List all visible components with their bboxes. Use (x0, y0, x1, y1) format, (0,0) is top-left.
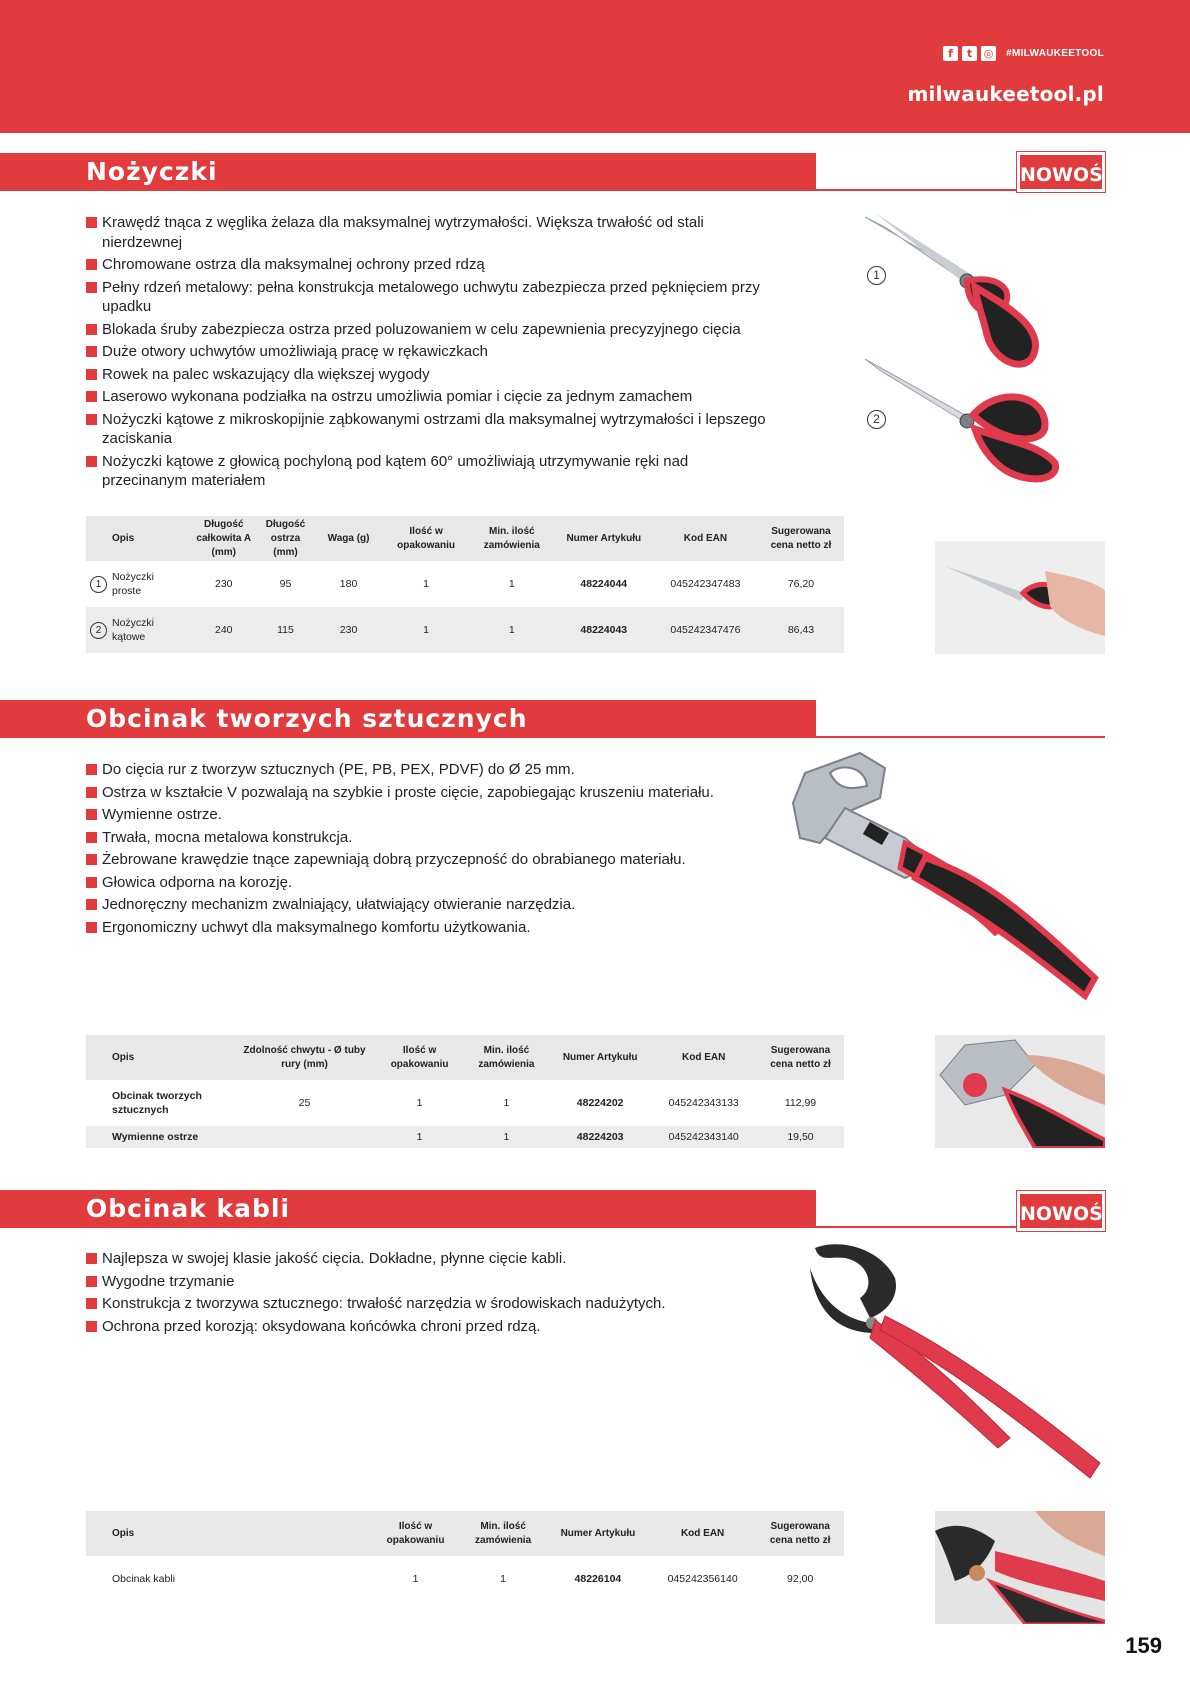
scissors-feature-list (86, 213, 776, 494)
list-item: Ostrza w kształcie V pozwalają na szybkie i proste cięcie, zapobiegając kruszeniu materiału. (86, 783, 776, 803)
bullet-square-icon (86, 877, 97, 888)
straight-scissors-image (865, 213, 1035, 364)
section-title-scissors: Nożyczki (86, 157, 218, 186)
list-item: Trwała, mocna metalowa konstrukcja. (86, 828, 776, 848)
bullet-square-icon (86, 414, 97, 425)
section-underline (816, 736, 1105, 738)
new-badge: NOWOŚĆ (1017, 152, 1105, 192)
pipe-cutter-feature-list (86, 760, 776, 940)
list-item: Nożyczki kątowe z mikroskopijnie ząbkowanymi ostrzami dla maksymalnej wytrzymałości i lepszego zaciskania (86, 410, 776, 449)
callout-1: 1 (867, 266, 886, 285)
bullet-square-icon (86, 832, 97, 843)
section-title-cable-cutter: Obcinak kabli (86, 1194, 291, 1223)
list-item: Wymienne ostrze. (86, 805, 776, 825)
section-title-pipe-cutter: Obcinak tworzych sztucznych (86, 704, 528, 733)
twitter-icon[interactable]: t (962, 46, 977, 61)
pipe-cutter-spec-table (86, 1035, 844, 1148)
header-bar (0, 0, 1190, 133)
list-item: Chromowane ostrza dla maksymalnej ochrony przed rdzą (86, 255, 776, 275)
bullet-square-icon (86, 922, 97, 933)
list-item: Duże otwory uchwytów umożliwiają pracę w rękawiczkach (86, 342, 776, 362)
list-item: Ochrona przed korozją: oksydowana końcówka chroni przed rdzą. (86, 1317, 776, 1337)
bullet-square-icon (86, 787, 97, 798)
bullet-square-icon (86, 456, 97, 467)
list-item: Najlepsza w swojej klasie jakość cięcia. Dokładne, płynne cięcie kabli. (86, 1249, 776, 1269)
facebook-icon[interactable]: f (943, 46, 958, 61)
scissors-spec-table (86, 516, 844, 653)
callout-2: 2 (867, 410, 886, 429)
table-header-row: Opis Ilość w opakowaniu Min. ilość zamówienia Numer Artykułu Kod EAN Sugerowana cena netto zł (86, 1511, 844, 1556)
bullet-square-icon (86, 1321, 97, 1332)
list-item: Nożyczki kątowe z głowicą pochyloną pod kątem 60° umożliwiają utrzymywanie ręki nad przecinanym materiałem (86, 452, 776, 491)
bullet-square-icon (86, 282, 97, 293)
angled-scissors-image (865, 359, 1056, 479)
bullet-square-icon (86, 854, 97, 865)
scissors-product-photo (855, 205, 1105, 525)
cable-cutter-feature-list (86, 1249, 776, 1339)
list-item: Żebrowane krawędzie tnące zapewniają dobrą przyczepność do obrabianego materiału. (86, 850, 776, 870)
bullet-square-icon (86, 1253, 97, 1264)
bullet-square-icon (86, 346, 97, 357)
bullet-square-icon (86, 1276, 97, 1287)
bullet-square-icon (86, 217, 97, 228)
bullet-square-icon (86, 369, 97, 380)
pipe-cutter-product-photo (785, 748, 1105, 1018)
new-badge: NOWOŚĆ (1017, 1191, 1105, 1231)
page-number: 159 (1125, 1633, 1162, 1658)
list-item: Pełny rdzeń metalowy: pełna konstrukcja metalowego uchwytu zabezpiecza przed pęknięciem przy upadku (86, 278, 776, 317)
cable-cutter-spec-table (86, 1511, 844, 1602)
table-row: 1Nożyczki proste 230 95 180 1 1 48224044 045242347483 76,20 (86, 561, 844, 607)
bullet-square-icon (86, 809, 97, 820)
list-item: Laserowo wykonana podziałka na ostrzu umożliwia pomiar i cięcie za jednym zamachem (86, 387, 776, 407)
hashtag: #MILWAUKEETOOL (1006, 48, 1104, 59)
table-header-row: Opis Zdolność chwytu - Ø tuby rury (mm) Ilość w opakowaniu Min. ilość zamówienia Numer Artykułu Kod EAN Sugerowana cena netto zł (86, 1035, 844, 1080)
cable-cutter-product-photo (800, 1238, 1105, 1483)
list-item: Krawędź tnąca z węglika żelaza dla maksymalnej wytrzymałości. Większa trwałość od stali nierdzewnej (86, 213, 776, 252)
list-item: Rowek na palec wskazujący dla większej wygody (86, 365, 776, 385)
bullet-square-icon (86, 764, 97, 775)
list-item: Głowica odporna na korozję. (86, 873, 776, 893)
table-row: Obcinak kabli 1 1 48226104 045242356140 92,00 (112, 1573, 814, 1585)
social-links (943, 46, 1104, 61)
table-row: 2Nożyczki kątowe 240 115 230 1 1 48224043 045242347476 86,43 (86, 607, 844, 653)
bullet-square-icon (86, 1298, 97, 1309)
pipe-cutter-in-use-thumbnail (935, 1035, 1105, 1148)
list-item: Wygodne trzymanie (86, 1272, 776, 1292)
bullet-square-icon (86, 324, 97, 335)
site-url[interactable]: milwaukeetool.pl (907, 82, 1104, 106)
bullet-square-icon (86, 899, 97, 910)
list-item: Do cięcia rur z tworzyw sztucznych (PE, PB, PEX, PDVF) do Ø 25 mm. (86, 760, 776, 780)
list-item: Ergonomiczny uchwyt dla maksymalnego komfortu użytkowania. (86, 918, 776, 938)
table-header-row: Opis Długość całkowita A (mm) Długość ostrza (mm) Waga (g) Ilość w opakowaniu Min. ilość zamówienia Numer Artykułu Kod EAN Sugerowana cena netto zł (86, 516, 844, 561)
table-row: Wymienne ostrze 1 1 48224203 045242343140 19,50 (86, 1126, 844, 1148)
cable-cutter-in-use-thumbnail (935, 1511, 1105, 1624)
list-item: Jednoręczny mechanizm zwalniający, ułatwiający otwieranie narzędzia. (86, 895, 776, 915)
bullet-square-icon (86, 259, 97, 270)
list-item: Konstrukcja z tworzywa sztucznego: trwałość narzędzia w środowiskach nadużytych. (86, 1294, 776, 1314)
bullet-square-icon (86, 391, 97, 402)
instagram-icon[interactable]: ◎ (981, 46, 996, 61)
list-item: Blokada śruby zabezpiecza ostrza przed poluzowaniem w celu zapewnienia precyzyjnego cięcia (86, 320, 776, 340)
table-row: Obcinak tworzych sztucznych 25 1 1 48224202 045242343133 112,99 (112, 1090, 817, 1116)
scissors-in-hand-thumbnail (935, 541, 1105, 654)
